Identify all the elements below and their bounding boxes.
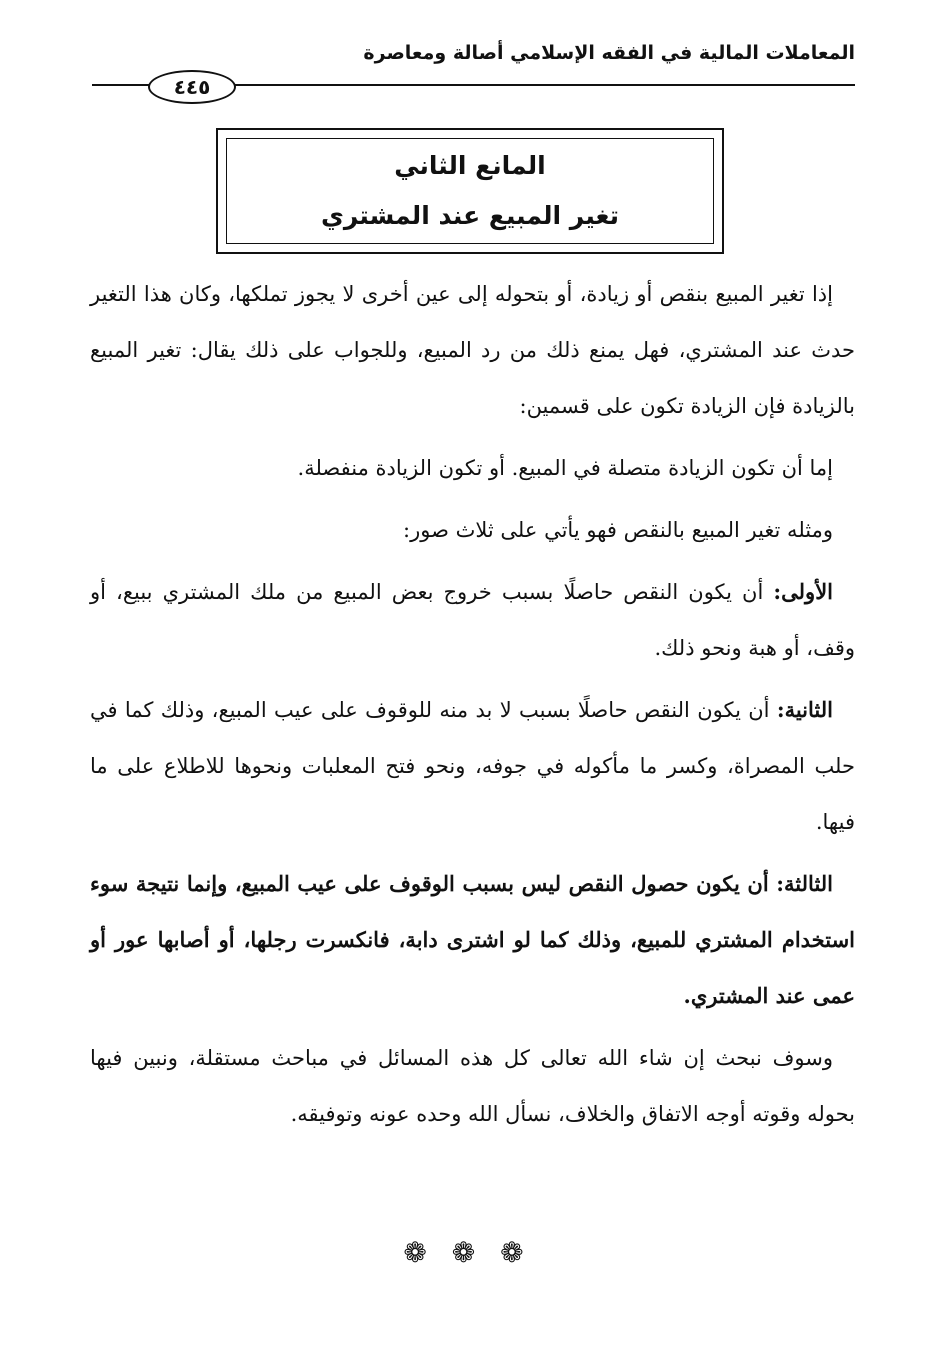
paragraph-text: أن يكون النقص حاصلًا بسبب لا بد منه للوقوف على عيب المبيع، وذلك كما في حلب المصراة، وكسر ما مأكوله في جوفه، ونحو فتح المعلبات ونحوها للاطلاع على ما فيها. xyxy=(90,698,855,834)
paragraph-text: ومثله تغير المبيع بالنقص فهو يأتي على ثلاث صور: xyxy=(403,518,833,542)
running-title: المعاملات المالية في الفقه الإسلامي أصالة ومعاصرة xyxy=(363,42,855,64)
paragraph xyxy=(90,440,855,496)
paragraph-first-case xyxy=(90,564,855,676)
paragraph xyxy=(90,266,855,434)
ornament-divider: ❁ ❁ ❁ xyxy=(403,1236,532,1269)
paragraph-third-case xyxy=(90,856,855,1024)
paragraph xyxy=(90,1030,855,1142)
paragraph xyxy=(90,502,855,558)
chapter-title-line2: تغير المبيع عند المشتري xyxy=(320,201,620,230)
paragraph-text: وسوف نبحث إن شاء الله تعالى كل هذه المسائل في مباحث مستقلة، ونبين فيها بحوله وقوته أوجه الاتفاق والخلاف، نسأل الله وحده عونه وتوفيقه. xyxy=(90,1046,855,1126)
paragraph-lead: الثانية: xyxy=(776,697,833,722)
paragraph-lead: الثالثة: xyxy=(776,871,834,896)
paragraph-lead: الأولى: xyxy=(773,579,834,604)
body-text xyxy=(90,266,855,1148)
paragraph-text: إذا تغير المبيع بنقص أو زيادة، أو بتحوله إلى عين أخرى لا يجوز تملكها، وكان هذا التغير حدث عند المشتري، فهل يمنع ذلك من رد المبيع، وللجواب على ذلك يقال: تغير المبيع بالزيادة فإن الزيادة تكون على قسمين: xyxy=(90,282,855,418)
chapter-title-inner-border xyxy=(226,138,714,244)
paragraph-text: أن يكون حصول النقص ليس بسبب الوقوف على عيب المبيع، وإنما نتيجة سوء استخدام المشتري للمبيع، وذلك كما لو اشترى دابة، فانكسرت رجلها، أو أصابها عور أو عمى عند المشتري. xyxy=(90,871,855,1008)
chapter-title-frame xyxy=(216,128,724,254)
page-number: ٤٤٥ xyxy=(148,70,236,104)
paragraph-text: إما أن تكون الزيادة متصلة في المبيع. أو تكون الزيادة منفصلة. xyxy=(297,456,833,480)
paragraph-second-case xyxy=(90,682,855,850)
chapter-title-line1: المانع الثاني xyxy=(394,151,546,180)
paragraph-text: أن يكون النقص حاصلًا بسبب خروج بعض المبيع من ملك المشتري ببيع، أو وقف، أو هبة ونحو ذلك. xyxy=(90,580,855,660)
